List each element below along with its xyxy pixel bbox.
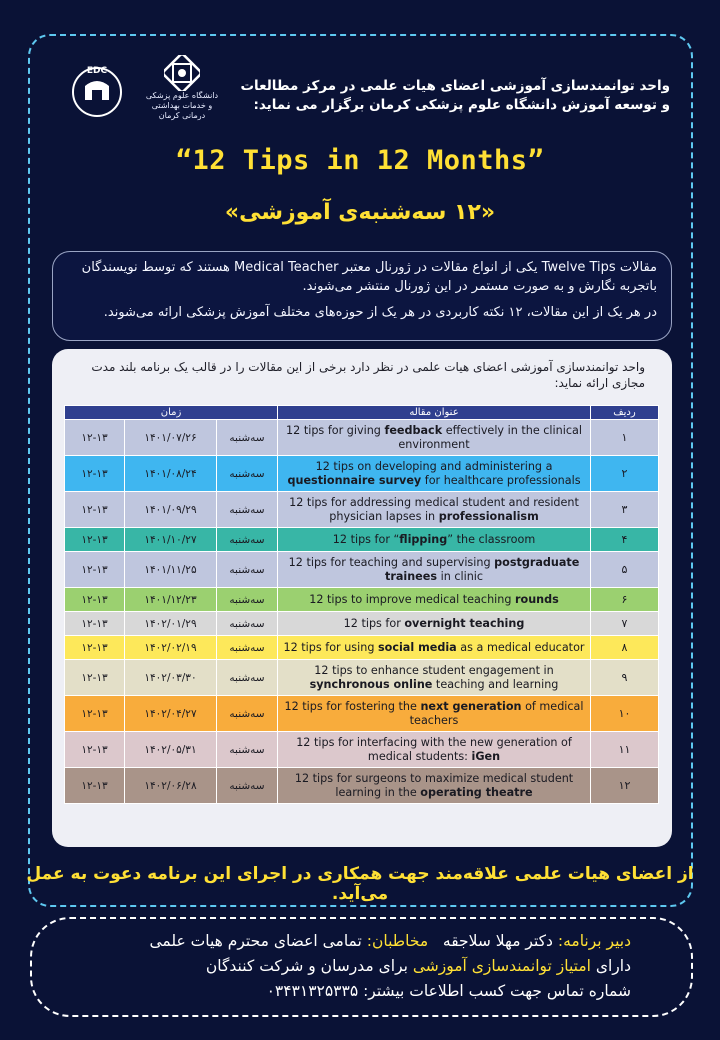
header	[50, 55, 670, 125]
day-cell: سه‌شنبه	[217, 492, 278, 528]
title-keyword: postgraduate trainees	[384, 555, 580, 583]
date-cell: ۱۴۰۱/۱۲/۲۳	[125, 588, 217, 612]
row-number-cell: ۷	[591, 612, 659, 636]
table-row	[65, 492, 659, 528]
title-text: 12 tips to improve medical teaching	[309, 592, 516, 606]
header-title: عنوان مقاله	[278, 406, 591, 420]
title-keyword: next generation	[420, 699, 522, 713]
day-cell: سه‌شنبه	[217, 612, 278, 636]
footer-box	[30, 917, 693, 1017]
title-text: 12 tips for teaching and supervising	[288, 555, 495, 569]
edc-logo	[66, 61, 128, 119]
row-number-cell: ۳	[591, 492, 659, 528]
intro-box	[52, 251, 672, 341]
row-number-cell: ۱	[591, 420, 659, 456]
title-text: 12 tips on developing and administering a	[315, 459, 553, 473]
date-cell: ۱۴۰۱/۱۰/۲۷	[125, 528, 217, 552]
day-cell: سه‌شنبه	[217, 660, 278, 696]
title-text-end: for healthcare professionals	[421, 473, 581, 487]
title-text-end: of medical teachers	[409, 699, 584, 727]
points-post: برای مدرسان و شرکت کنندگان	[205, 957, 413, 975]
date-cell: ۱۴۰۱/۰۸/۲۴	[125, 456, 217, 492]
time-range-cell: ۱۲-۱۳	[65, 660, 125, 696]
row-number-cell: ۱۰	[591, 696, 659, 732]
title-text-end: teaching and learning	[432, 677, 559, 691]
time-range-cell: ۱۲-۱۳	[65, 696, 125, 732]
time-range-cell: ۱۲-۱۳	[65, 612, 125, 636]
title-cell	[278, 732, 591, 768]
day-cell: سه‌شنبه	[217, 732, 278, 768]
title-text: 12 tips for surgeons to maximize medical student learning in the	[294, 771, 574, 799]
time-range-cell: ۱۲-۱۳	[65, 636, 125, 660]
title-text: 12 tips for using	[283, 640, 378, 654]
title-text-end: effectively in the clinical environment	[398, 423, 582, 451]
header-time: زمان	[65, 406, 278, 420]
table-row	[65, 420, 659, 456]
secretary-label: دبیر برنامه:	[557, 932, 631, 950]
title-text-end: in clinic	[437, 569, 484, 583]
table-row	[65, 552, 659, 588]
title-cell	[278, 588, 591, 612]
table-row	[65, 612, 659, 636]
row-number-cell: ۴	[591, 528, 659, 552]
secretary-name: دکتر مهلا سلاجقه	[442, 932, 558, 950]
title-cell	[278, 492, 591, 528]
row-number-cell: ۲	[591, 456, 659, 492]
title-keyword: social media	[378, 640, 457, 654]
table-header-row	[65, 406, 659, 420]
date-cell: ۱۴۰۲/۰۵/۳۱	[125, 732, 217, 768]
row-number-cell: ۸	[591, 636, 659, 660]
audience-label: مخاطبان:	[366, 932, 429, 950]
table-row	[65, 732, 659, 768]
day-cell: سه‌شنبه	[217, 420, 278, 456]
title-cell	[278, 660, 591, 696]
time-range-cell: ۱۲-۱۳	[65, 732, 125, 768]
date-cell: ۱۴۰۲/۰۲/۱۹	[125, 636, 217, 660]
title-cell	[278, 552, 591, 588]
title-cell	[278, 420, 591, 456]
points-pre: دارای	[590, 957, 631, 975]
title-text-end: ” the classroom	[447, 532, 536, 546]
header-announcement: واحد توانمندسازی آموزشی اعضای هیات علمی در مرکز مطالعات و توسعه آموزش دانشگاه علوم پزشکی کرمان برگزار می نماید:	[240, 78, 670, 113]
title-keyword: overnight teaching	[404, 616, 525, 630]
points-highlight: امتیاز توانمندسازی آموزشی	[412, 957, 591, 975]
invitation-text: از اعضای هیات علمی علاقه‌مند جهت همکاری در اجرای این برنامه دعوت به عمل می‌آید.	[26, 864, 694, 904]
date-cell: ۱۴۰۲/۰۴/۲۷	[125, 696, 217, 732]
table-row	[65, 768, 659, 804]
header-row-number: ردیف	[591, 406, 659, 420]
footer-line-2	[72, 954, 631, 979]
row-number-cell: ۶	[591, 588, 659, 612]
svg-text:EDC: EDC	[86, 66, 108, 76]
university-logo	[142, 55, 222, 125]
row-number-cell: ۱۱	[591, 732, 659, 768]
date-cell: ۱۴۰۲/۰۶/۲۸	[125, 768, 217, 804]
title-text: 12 tips for fostering the	[284, 699, 421, 713]
title-keyword: iGen	[471, 749, 501, 763]
title-text: 12 tips for giving	[286, 423, 385, 437]
table-row	[65, 696, 659, 732]
row-number-cell: ۱۲	[591, 768, 659, 804]
persian-title: «۱۲ سه‌شنبه‌ی آموزشی»	[224, 200, 496, 225]
table-row	[65, 636, 659, 660]
title-text: 12 tips for “	[332, 532, 400, 546]
title-cell	[278, 528, 591, 552]
title-text-end: as a medical educator	[456, 640, 585, 654]
title-cell	[278, 696, 591, 732]
row-number-cell: ۵	[591, 552, 659, 588]
title-text: 12 tips for	[343, 616, 405, 630]
date-cell: ۱۴۰۲/۰۳/۳۰	[125, 660, 217, 696]
title-cell	[278, 768, 591, 804]
table-row	[65, 456, 659, 492]
row-number-cell: ۹	[591, 660, 659, 696]
day-cell: سه‌شنبه	[217, 528, 278, 552]
table-row	[65, 588, 659, 612]
title-keyword: rounds	[515, 592, 559, 606]
title-keyword: operating theatre	[420, 785, 533, 799]
table-row	[65, 660, 659, 696]
time-range-cell: ۱۲-۱۳	[65, 552, 125, 588]
university-logo-line-1: دانشگاه علوم پزشکی	[145, 91, 219, 100]
schedule-table	[64, 405, 659, 804]
title-text: 12 tips to enhance student engagement in	[314, 663, 554, 677]
title-text: 12 tips for addressing medical student and resident physician lapses in	[289, 495, 579, 523]
day-cell: سه‌شنبه	[217, 636, 278, 660]
title-text: 12 tips for interfacing with the new generation of medical students:	[296, 735, 572, 763]
title-keyword: synchronous online	[309, 677, 433, 691]
contact-line: شماره تماس جهت کسب اطلاعات بیشتر: ۰۳۴۳۱۳۲۵۳۳۵	[266, 982, 631, 1000]
time-range-cell: ۱۲-۱۳	[65, 528, 125, 552]
intro-paragraph-1: مقالات Twelve Tips یکی از انواع مقالات در ژورنال معتبر Medical Teacher هستند که توسط نویسندگان باتجربه نگارش و به صورت مستمر در این ژورنال منتشر می‌شوند.	[81, 260, 657, 294]
title-cell	[278, 456, 591, 492]
title-cell	[278, 636, 591, 660]
intro-paragraph-2: در هر یک از این مقالات، ۱۲ نکته کاربردی در هر یک از حوزه‌های مختلف آموزش پزشکی ارائه می‌شوند.	[103, 305, 657, 320]
time-range-cell: ۱۲-۱۳	[65, 456, 125, 492]
time-range-cell: ۱۲-۱۳	[65, 588, 125, 612]
time-range-cell: ۱۲-۱۳	[65, 492, 125, 528]
panel-intro-text: واحد توانمندسازی آموزشی اعضای هیات علمی در نظر دارد برخی از این مقالات را در قالب یک برنامه بلند مدت مجازی ارائه نماید:	[91, 360, 645, 390]
title-cell	[278, 612, 591, 636]
time-range-cell: ۱۲-۱۳	[65, 420, 125, 456]
day-cell: سه‌شنبه	[217, 696, 278, 732]
day-cell: سه‌شنبه	[217, 588, 278, 612]
date-cell: ۱۴۰۲/۰۱/۲۹	[125, 612, 217, 636]
table-row	[65, 528, 659, 552]
university-logo-line-2: و خدمات بهداشتی درمانی کرمان	[151, 101, 213, 120]
english-title: “12 Tips in 12 Months”	[175, 145, 545, 176]
title-keyword: flipping	[399, 532, 448, 546]
date-cell: ۱۴۰۱/۰۹/۲۹	[125, 492, 217, 528]
date-cell: ۱۴۰۱/۰۷/۲۶	[125, 420, 217, 456]
time-range-cell: ۱۲-۱۳	[65, 768, 125, 804]
schedule-panel	[52, 349, 672, 847]
title-keyword: professionalism	[438, 509, 539, 523]
date-cell: ۱۴۰۱/۱۱/۲۵	[125, 552, 217, 588]
title-keyword: feedback	[384, 423, 443, 437]
audience-value: تمامی اعضای محترم هیات علمی	[149, 932, 367, 950]
footer-line-1	[72, 929, 631, 954]
day-cell: سه‌شنبه	[217, 552, 278, 588]
day-cell: سه‌شنبه	[217, 456, 278, 492]
title-keyword: questionnaire survey	[287, 473, 422, 487]
day-cell: سه‌شنبه	[217, 768, 278, 804]
